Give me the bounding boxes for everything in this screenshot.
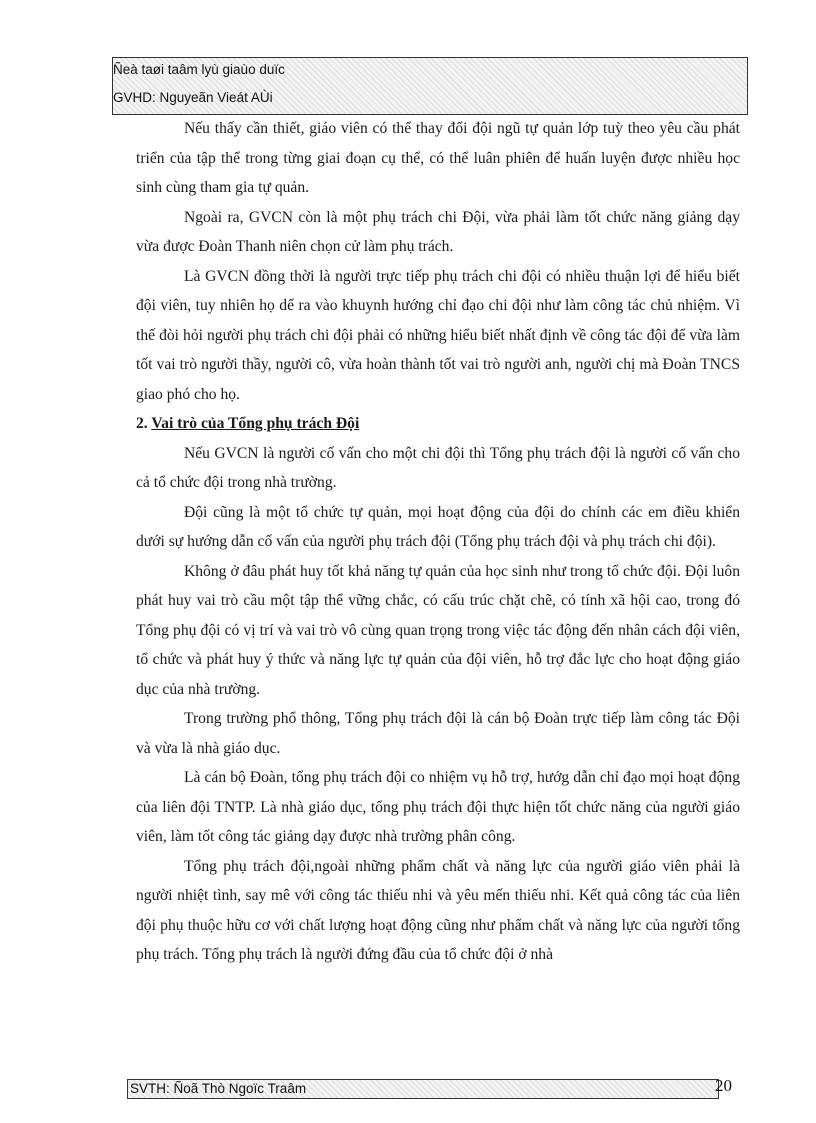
paragraph: Ngoài ra, GVCN còn là một phụ trách chi Đội, vừa phải làm tốt chức năng giảng dạy vừa được Đoàn Thanh niên chọn cử làm phụ trách.: [136, 208, 740, 255]
footer-author: SVTH: Ñoã Thò Ngoïc Traâm: [130, 1081, 307, 1096]
section-number: 2.: [136, 415, 148, 432]
document-body: [136, 114, 740, 970]
paragraph: Không ở đâu phát huy tốt khả năng tự quản của học sinh như trong tổ chức đội. Đội luôn phát huy vai trò cầu một tập thể vững chắc, có cấu trúc chặt chẽ, có tính xã hội cao, trong đó Tổng phụ đội có vị trí và vai trò vô cùng quan trọng trong việc tác động đến nhân cách đội viên, tổ chức và phát huy ý thức và năng lực tự quản của đội viên, hỗ trợ đắc lực cho hoạt động giáo dục của nhà trường.: [136, 562, 740, 698]
paragraph: Là GVCN đồng thời là người trực tiếp phụ trách chi đội có nhiều thuận lợi để hiểu biết đội viên, tuy nhiên họ dể ra vào khuynh hướng chỉ đạo chi đội như làm công tác chủ nhiệm. Vì thế đòi hỏi người phụ trách chi đội phải có những hiểu biết nhất định về công tác đội để vừa làm tốt vai trò người thầy, người cô, vừa hoàn thành tốt vai trò người anh, người chị mà Đoàn TNCS giao phó cho họ.: [136, 267, 740, 403]
section-heading: [136, 409, 740, 439]
page-footer: [127, 1079, 719, 1099]
page-number: 20: [715, 1076, 732, 1095]
paragraph: Là cán bộ Đoàn, tổng phụ trách đội co nhiệm vụ hỗ trợ, hướg dẫn chỉ đạo mọi hoạt động của liên đội TNTP. Là nhà giáo dục, tổng phụ trách đội thực hiện tốt chức năng của người giáo viên, làm tốt công tác giảng dạy được nhà trường phân công.: [136, 769, 740, 845]
paragraph: Nếu GVCN là người cố vấn cho một chi đội thì Tổng phụ trách đội là người cố vấn cho cả tổ chức đội trong nhà trường.: [136, 444, 740, 491]
paragraph: Nếu thấy cần thiết, giáo viên có thể thay đổi đội ngũ tự quản lớp tuỳ theo yêu cầu phát triển của tập thể trong từng giai đoạn cụ thể, có thể luân phiên để huấn luyện được nhiều học sinh cùng tham gia tự quản.: [136, 120, 740, 196]
paragraph: Đội cũng là một tổ chức tự quản, mọi hoạt động của đội do chính các em điều khiển dưới sự hướng dẫn cố vấn của người phụ trách đội (Tổng phụ trách đội và phụ trách chi đội).: [136, 503, 740, 550]
header-topic: Ñeà taøi taâm lyù giaùo duïc: [113, 62, 285, 77]
paragraph: Tổng phụ trách đội,ngoài những phẩm chất và năng lực của người giáo viên phải là người nhiệt tình, say mê với công tác thiếu nhi và yêu mến thiếu nhi. Kết quả công tác của liên đội phụ thuộc hữu cơ với chất lượng hoạt động cũng như phẩm chất và năng lực của người tổng phụ trách. Tổng phụ trách là người đứng đầu của tổ chức đội ở nhà: [136, 857, 740, 963]
paragraph: Trong trường phổ thông, Tổng phụ trách đội là cán bộ Đoàn trực tiếp làm công tác Đội và vừa là nhà giáo dục.: [136, 710, 740, 757]
header-advisor: GVHD: Nguyeãn Vieát AÙi: [113, 90, 273, 105]
page-header: [112, 57, 748, 115]
section-title: Vai trò của Tổng phụ trách Đội: [151, 415, 360, 432]
